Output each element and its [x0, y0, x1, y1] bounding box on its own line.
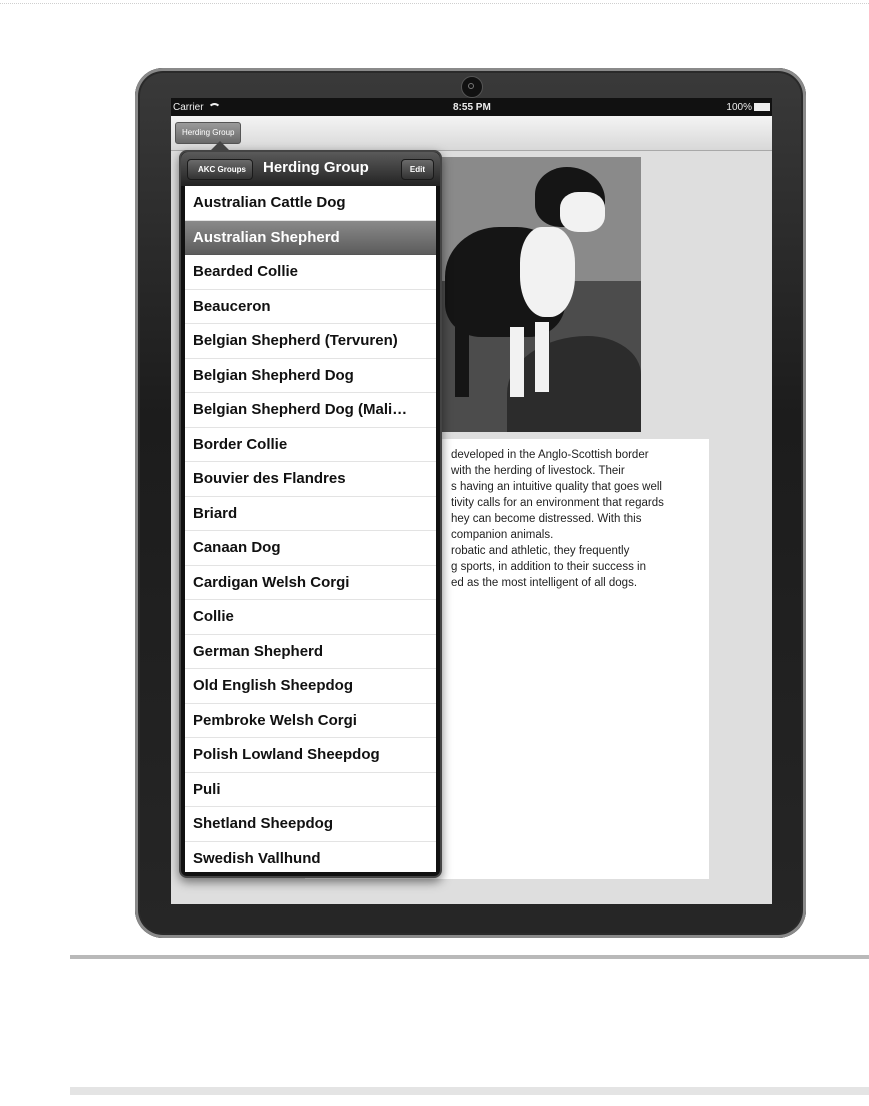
- wifi-icon: [208, 103, 221, 111]
- breed-list-item[interactable]: Pembroke Welsh Corgi: [185, 704, 436, 739]
- popover-arrow: [209, 141, 231, 152]
- breed-list-item[interactable]: Border Collie: [185, 428, 436, 463]
- battery-indicator: 100%: [726, 102, 770, 113]
- ipad-device-frame: [135, 68, 806, 938]
- herding-group-button[interactable]: Herding Group: [175, 122, 241, 144]
- battery-icon: [754, 103, 770, 111]
- ipad-screen: [171, 98, 772, 904]
- breed-list-item[interactable]: Belgian Shepherd Dog (Mali…: [185, 393, 436, 428]
- detail-content: [171, 151, 772, 904]
- edit-button[interactable]: Edit: [401, 159, 434, 180]
- breed-list-item[interactable]: Australian Shepherd: [185, 221, 436, 256]
- breed-list-item[interactable]: Polish Lowland Sheepdog: [185, 738, 436, 773]
- breed-list: [185, 186, 436, 872]
- status-time: 8:55 PM: [453, 102, 491, 113]
- breed-list-item[interactable]: Puli: [185, 773, 436, 808]
- breed-list-item[interactable]: Collie: [185, 600, 436, 635]
- status-bar: [171, 98, 772, 116]
- breed-list-item[interactable]: Beauceron: [185, 290, 436, 325]
- divider-rule-bottom: [70, 1087, 869, 1095]
- popover-title: Herding Group: [263, 159, 369, 176]
- breed-list-item[interactable]: Briard: [185, 497, 436, 532]
- top-dotted-border: [0, 3, 869, 4]
- breed-list-item[interactable]: Canaan Dog: [185, 531, 436, 566]
- breed-list-item[interactable]: Australian Cattle Dog: [185, 186, 436, 221]
- breed-list-item[interactable]: Bouvier des Flandres: [185, 462, 436, 497]
- breed-list-item[interactable]: Old English Sheepdog: [185, 669, 436, 704]
- breed-list-item[interactable]: Swedish Vallhund: [185, 842, 436, 873]
- breed-list-item[interactable]: Cardigan Welsh Corgi: [185, 566, 436, 601]
- popover-header: [181, 152, 440, 186]
- navigation-bar: [171, 116, 772, 151]
- akc-groups-back-button[interactable]: AKC Groups: [187, 159, 253, 180]
- breed-list-item[interactable]: German Shepherd: [185, 635, 436, 670]
- breed-list-item[interactable]: Shetland Sheepdog: [185, 807, 436, 842]
- device-bezel-bottom: [135, 904, 806, 938]
- divider-rule: [70, 955, 869, 959]
- breed-list-item[interactable]: Bearded Collie: [185, 255, 436, 290]
- breed-list-item[interactable]: Belgian Shepherd (Tervuren): [185, 324, 436, 359]
- breed-list-popover: [179, 150, 442, 878]
- carrier-label: Carrier: [173, 102, 221, 113]
- breed-list-item[interactable]: Belgian Shepherd Dog: [185, 359, 436, 394]
- article-text: developed in the Anglo-Scottish border with the herding of livestock. Their s having an intuitive quality that goes well tivity calls for an environment that regards hey can become distressed. With this companion animals. robatic and athletic, they frequently g sports, in addition to their success in ed as the most intelligent of all dogs.: [451, 449, 664, 589]
- camera-icon: [461, 76, 483, 98]
